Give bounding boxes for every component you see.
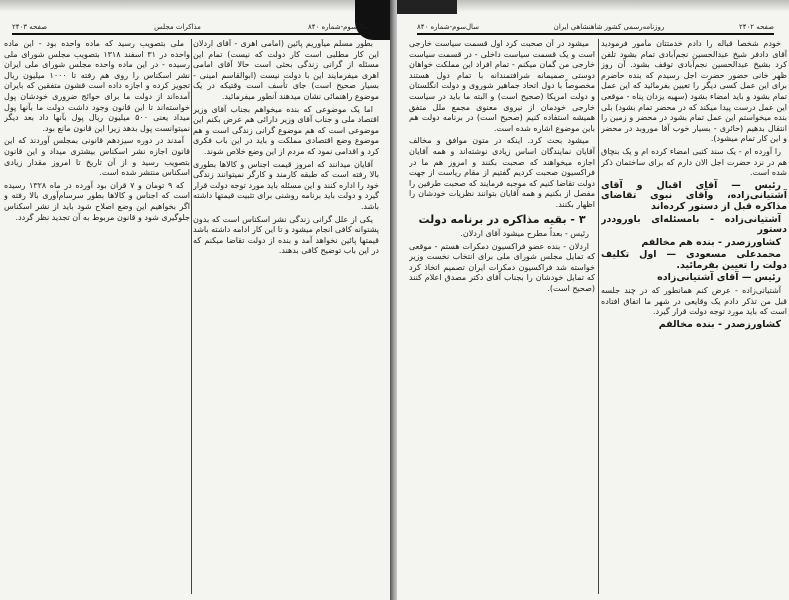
paragraph: آقایان میدانند که امروز قیمت اجناس و کالاها بطوری بالا رفته است که طبقه کارمند و کارگر نمیتوانند زندگی خود را اداره کنند و این مسئله باید مورد توجه دولت قرار گیرد و دولت باید برنامه روشنی برای تثبیت قیمتها داشته باشد. (193, 159, 379, 211)
column-divider (191, 39, 192, 594)
binding-shadow (397, 0, 457, 14)
header-rule (12, 33, 370, 35)
paragraph: را آورده ام - یک سند کتبی امضاء کرده ام و یک بنچاق هم در نزد حضرت اجل الان دارم که برای ساختمان ذکر شده است. (601, 146, 787, 178)
paragraph: آمدند در دوره سیزدهم قانونی بمجلس آوردند که این قانون اجازه نشر اسکناس بیشتری میداد و این قانون بتصویب رسید و از آن تاریخ تا امروز مقدار زیادی اسکناس منتشر شده است. (4, 136, 190, 178)
page-number: صفحه ۲۴۰۲ (738, 22, 774, 31)
paragraph: میشود در آن صحبت کرد اول قسمت سیاست خارجی است و یک قسمت سیاست داخلی - در قسمت سیاست خارجی من گمان میکنم - تمام افراد این مملکت خواهان دوستی صمیمانه شرافتمندانه با تمام دول هستند مخصوصاً با دول اتحاد جماهیر شوروی و دولت انگلستان و دولت امریکا (صحیح است) و البته ما باید در سیاست خارجی خودمان از نیروی معنوی مجمع ملل متفق همیشه استفاده کنیم (صحیح است) در برنامه دولت هم باین موضوع اشاره شده است. (409, 39, 595, 133)
paragraph: یکی از علل گرانی زندگی نشر اسکناس است که بدون پشتوانه کافی انجام میشود و تا این کار ادامه داشته باشد قیمتها پائین نخواهد آمد و بنده از دولت تقاضا میکنم که در این باب توضیح کافی بدهند. (193, 214, 379, 256)
paragraph: رئیس - بعداً مطرح میشود آقای اردلان. (460, 229, 589, 239)
paragraph: ملی بتصویب رسید که ماده واحده بود - این ماده واحده در ۳۱ اسفند ۱۳۱۸ بتصویب مجلس شورای ملی رسیده - در این ماده واحده مجلس شورای ملی ایران نشر اسکناس را روی هم رفته تا ۱۰۰۰ میلیون ریال تجویز کرده و اجازه داده است قشون متفقین که بایران آمده‌اند از دولت ما برای حوائج ضروری خودشان پول خواسته‌اند تا این قانون وجود داشت دولت ما بآنها پول میداد یعنی ۵۰۰ میلیون ریال پول بآنها داد بعد دیگر نمیتوانست پول بدهد زیرا این قانون مانع بود. (4, 39, 190, 133)
paragraph: آشتیانی‌زاده - عرض کنم همانطور که در چند جلسه قبل من تذکر دادم یک وقایعی در شهر ما اتفاق افتاده است که باید مورد توجه دولت قرار گیرد. (601, 286, 787, 317)
section-heading: ۳ - بقیه مذاکره در برنامه دولت (418, 212, 586, 226)
page-header (12, 20, 370, 33)
speaker-line: محمدعلی مسعودی — اول تکلیف دولت را تعیین بفرمائید. (601, 249, 787, 271)
newspaper-title: روزنامه‌رسمی کشور شاهنشاهی ایران (553, 22, 665, 31)
right-page (397, 0, 789, 600)
speaker-line: کشاورزصدر - بنده مخالفم (658, 318, 781, 330)
paragraph: خودم شخصاً قباله را دادم خدمتتان مأمور فرمودید آقای دادفر شیخ عبدالحسین نجم‌آبادی تمام بشود تلفن کرد بشیخ عبدالحسین نجم‌آبادی توقف بشود. آن روز ظهر خانی حضور حضرت اجل رسیدم که بنده حاضرم برای این عمل کسی دیگر را تعیین بفرمائید که این عمل تمام بشود و باید امضاء بشود (سهیه یزدان پناه - موقعی این عمل درست پیدا میکند که در محضر تمام بشود) بلی بنده میخواستم این عمل تمام بشود در محضر و زمین را انتقال بدهیم (حائری - بسیار خوب آقا موروبد در محضر و این کار تمام میشود). (601, 39, 787, 144)
text-column (601, 39, 787, 594)
section-title: مذاکرات مجلس (154, 22, 201, 31)
speaker-line: کشاورزصدر - بنده هم مخالفم (641, 236, 781, 248)
speaker-line: رئیس — آقای اقبال و آقای آشتیانی‌زاده، وآقای نبوی تقاضای مذاکره قبل از دستور کرده‌اند (601, 179, 787, 212)
speaker-line: رئیس — آقای آشتیانی‌زاده (657, 272, 781, 284)
paragraph: اما یک موضوعی که بنده میخواهم بجناب آقای وزیر اقتصاد ملی و جناب آقای وزیر دارائی هم عرض بکنم این موضوعی است که هم موضوع گرانی زندگی است و هم موضوع وضع اقتصادی مملکت و باید در این باب فکری کرد و اقدامی نمود که مردم از این وضع خلاص شوند. (193, 104, 379, 156)
paragraph: که ۹ تومان و ۷ قران بود آورده در ماه ۱۳۲۸ رسیده است که اجناس و کالاها بطور سرسام‌آوری بالا رفته و اگر بخواهیم این وضع اصلاح شود باید از نشر اسکناس جلوگیری شود و قانون مربوط به آن تجدید نظر گردد. (4, 180, 190, 222)
left-page (0, 0, 392, 600)
paragraph: بطور مسلم میآوریم پائین (امامی اهری - آقای اردلان این کار مطلبی است کار دولت که نیست) تمام این مسئله از گرانی زندگی بحثی است حالا آقای امامی اهری میفرمایند این با دولت نیست (ابوالقاسم امینی - بسیار صحیح است) جای تأسف است وقتیکه در یک موضوع راهنمائی نشان میدهند آنطور میفرمائید. (193, 39, 379, 101)
issue-number: سال‌سوم-شماره ۸۴۰ (417, 22, 480, 31)
header-rule (417, 33, 774, 35)
column-divider (598, 39, 599, 594)
paragraph: اردلان - بنده عضو فراکسیون دمکرات هستم - موقعی که تمایل مجلس شورای ملی برای انتخاب نخست وزیر خواسته شد فراکسیون دمکرات ایران تصمیم اتخاذ کرد که تمایل خودشان را بجناب آقای دکتر مصدق اعلام کنند (صحیح است). (409, 241, 595, 294)
scan-shadow (0, 0, 392, 12)
speaker-line: آشتیانی‌زاده - بامسئله‌ای باوروددر دستور (601, 213, 787, 236)
issue-number: سال‌سوم-شماره ۸۴۰ (307, 22, 370, 31)
text-column (193, 39, 379, 594)
page-number: صفحه ۲۴۰۳ (12, 22, 48, 31)
page-header (417, 20, 774, 33)
text-column (4, 39, 190, 594)
text-column (409, 39, 595, 594)
paragraph: میشود بحث کرد. اینکه در متون موافق و مخالف آقایان نمایندگان اساس زیادی نوشته‌اند و همه آقایان اجازه میخواهند که صحبت بکنند و امروز هم ما در فراکسیون صحبت کردیم گفتیم از مقام ریاست از جهت دولت تقاضا کنیم که موجبه فرمایند که صحبت طرفین را مفصل از بکنیم و همه آقایان بتوانند نظریات خودشان را اظهار بکنند. (409, 136, 595, 209)
